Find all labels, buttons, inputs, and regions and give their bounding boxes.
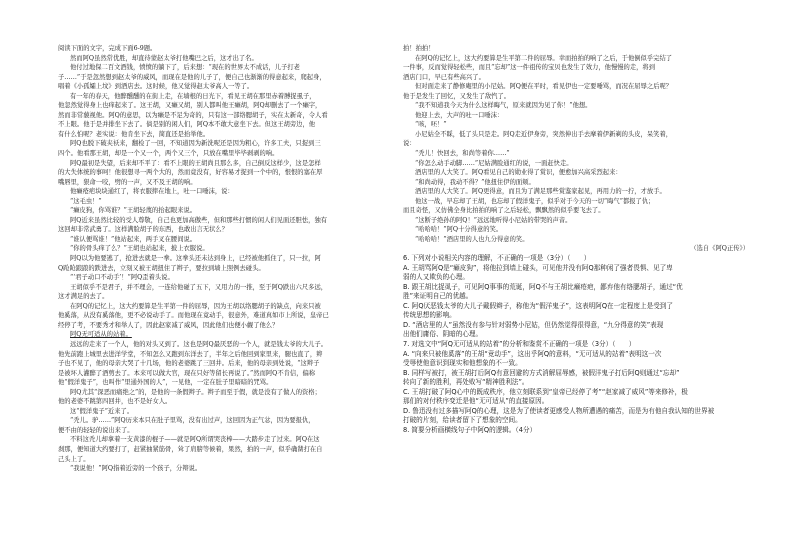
left-text-line: “秃儿。驴……”阿Q历来本只在肚子里骂，没有出过声，这回因为正气忿，因为要报仇， [70,417,315,425]
left-text-line: 有什么怕呢？老实说：他肯坐下去，简直还是抬举他。 [58,130,210,138]
left-text-line: 这才满足的去了。 [58,293,109,301]
right-text-line: 他迎上去，大声的吐一口唾沫： [415,111,504,119]
left-text-line: 不料这秃儿却拿着一支黄漆的棍子——就是阿Q所谓哭丧棒——大踏步走了过来。阿Q在这 [70,436,320,444]
left-text-line: 他“假洋鬼子”，也叫作“里通外国的人”，一见他，一定在肚子里暗暗的咒骂。 [58,379,273,387]
right-text-line: 说： [403,140,416,148]
left-text-line: “你的骨头痒了么？”王胡也站起来，披上衣服说。 [70,245,209,253]
left-text-line: “我说他！”阿Q指着近旁的一个孩子，分辩说。 [70,465,202,473]
right-text-line: 酒店里的人大笑了。阿Q看见自己的勋业得了赏识，便愈加兴高采烈起来： [415,169,622,177]
left-text-line: 四个。他看那王胡，却是一个又一个，两个又三个，只放在嘴里毕毕剥剥的响。 [58,150,279,158]
right-text-line: 弱的人又欺负的心理。 [403,273,469,282]
left-text-line: 王胡似乎不是君子，并不理会，一连给他碰了五下，又用力的一推，至于阿Q跌出六尺多远， [70,283,328,291]
left-text-line: 他忽然觉得身上也痒起来了。这王胡，又癞又胡，别人都叫他王癞胡，阿Q却删去了一个癞字， [58,102,322,110]
left-column [58,44,410,474]
right-text-line: 他这一战，早忘却了王胡，也忘却了假洋鬼子，似乎对于今天的一切“晦气”都报了仇； [415,197,655,205]
left-text-line: 经停了考，不要秀才和举人了，因此赵家减了威风，因此他们也便小觑了他么？ [58,321,279,329]
right-text-line: 出他们庸俗、阴暗的心理。 [403,330,483,339]
right-text-line: 打破的片刻，给读者留下了想象的空间。 [403,416,522,425]
left-text-line: 阿Q以为他要逃了，抢进去就是一拳。这拳头还未达到身上，已经被他抓住了，只一拉，阿 [70,255,321,263]
left-text-line: 这回却非常武勇了。这样满脸胡子的东西，也敢出言无状么？ [58,226,229,234]
right-text-line: “咳，呸！” [415,121,447,129]
right-text-line: D. 鲁迅没有过多描写阿Q的心理，这是为了使读者更感受人物所遭遇的痛苦，而是为有他自我认知的世界被 [403,406,715,415]
left-text-line: 唱着《小孤孀上坟》到酒店去。这时候，他又觉得赵太爷高人一等了。 [58,83,254,91]
left-text-line: 有一年的春天，他醉醺醺的在街上走，在墙根的日光下，看见王胡在那里赤着膊捉虱子， [70,92,316,100]
left-text-line: “‘君子动口不动手’！”阿Q歪着头说。 [70,274,174,282]
left-text-line: 己头上了。 [58,455,90,463]
left-text-line: 在阿Q的记忆上，这大约要算是生平第一件的屈辱，因为王胡以络腮胡子的缺点，向来只被 [70,302,321,310]
right-text-line: 7. 对选文中“阿Q无可适从的站着”的分析和鉴赏不正确的一项是（3分）（ ） [403,339,636,348]
left-text-line: 便不由的轻轻的说出来了。 [58,426,134,434]
right-text-line: 转向了新的胜利，再处败写“精神胜利法”。 [403,378,529,387]
right-text-line: C. 阿Q厌恶钱太爷的大儿子戴假辫子，称他为“假洋鬼子”，这表明阿Q在一定程度上是受到了 [403,301,673,310]
right-text-line: “这断子绝孙的阿Q！”远远地听得小尼姑的带哭的声音。 [415,216,572,224]
left-text-line: 然而非常藐视他。阿Q的意思，以为癞是不足为奇的，只有这一部络腮胡子，实在太新奇，令人看 [58,111,328,119]
right-text-line: A. “向来只被他奚落”的王胡“竟动手”，这出乎阿Q的意料，“无可适从的站着”表明这一次 [403,349,662,358]
right-text-line: 8. 简要分析画横线句子中阿Q的逻辑。（4分） [403,425,537,434]
left-text-line: 他奚落，从没有奚落他，更不必说动手了。而他现在竟动手，很意外，难道真如市上所说，皇帝已 [58,312,329,320]
left-text-line: 子……”于是忽然想到赵太爷的威风，而现在是他的儿子了，便自己也渐渐的得意起来，爬起身， [58,73,326,81]
right-text-line: 酒店里的人大笑了。阿Q更得意，而且为了满足那些赏鉴家起见，再用力的一拧，才放手。 [415,188,666,196]
right-text-line: “秃儿！快回去，和尚等着你……” [415,150,510,158]
left-text-line: 这“假洋鬼子”近来了。 [70,407,134,415]
right-text-line: 酒店门口，早已有些高兴了。 [403,73,485,81]
right-text-line: B. 同样写被打，被王胡打后阿Q有意回避的方式消解屈辱感，被假洋鬼子打后阿Q则通过“忘却” [403,368,680,377]
right-text-line: （选自《阿Q正传》） [690,245,749,253]
left-text-line: 刹那，便知道大约要打了，赶紧抽紧筋骨，耸了肩膀等候着，果然，拍的一声，似乎确凿打在自 [58,445,323,453]
right-text-line: 而且奇怪，又仿佛全身比拍拍的响了之后轻松，飘飘然的似乎要飞去了。 [403,207,605,215]
left-text-line: 他的老婆不跳第四回井，也不是好女人。 [58,398,172,406]
left-text-line: 阿Q最初是失望，后来却不平了：看不上眼的王胡尚且那么多，自己倒反这样少，这是怎样 [70,159,321,167]
left-text-line: 阅读下面的文字，完成下面6-9题。 [58,45,157,52]
left-text-line: “谁认便骂谁！”他站起来，两手叉在腰间说。 [70,235,197,243]
left-text-line: “这毛虫！” [70,197,102,205]
right-text-line: “你怎么动手动脚……”尼姑满脸通红的说，一面赶快走。 [415,159,573,167]
left-text-line: 子也不见了，他的母亲大哭了十几场，他的老婆跳了三回井。后来，他的母亲到处说，“这辫子 [58,360,320,368]
right-text-line: 但对面走来了静修庵里的小尼姑。阿Q便在平时，看见伊也一定要唾骂，而况在屈辱之后呢？ [415,83,673,91]
right-column [403,44,755,435]
left-text-line: 嘴唇里，狠命一咬，劈的一声，又不及王胡的响。 [58,178,197,186]
left-text-line: 阿Q近来虽然比较的受人尊敬，自己也更加高傲些，但和那些打惯的闲人们见面还胆怯，独有 [70,216,328,224]
right-text-line: 6. 下列对小说相关内容的理解，不正确的一项是（3分）（ ） [403,254,591,263]
left-text-line: 他癞疮疤块块通红了，将衣服摔在地上，吐一口唾沫，说： [70,188,234,196]
left-text-line: 的大失体统的事呵！他很想寻一两个大的，然而竟没有，好容易才捉到一个中的，恨恨的塞在厚 [58,169,323,177]
right-text-line: C. 王胡打破了阿Q心中的既成秩序，他立刻联系到“皇帝已经停了考”“赵家减了威风”等来修补，极 [403,387,688,396]
left-text-line: “癞皮狗，你骂谁？”王胡轻蔑的抬起眼来说。 [70,207,197,215]
right-text-line: 拍！拍拍！ [403,45,435,52]
right-text-line: 小尼姑全不睬，低了头只是走。阿Q走近伊身旁，突然伸出手去摩着伊新剃的头皮，呆笑着， [415,130,673,138]
left-text-line: 是被坏人灌醉了酒剪去了。本来可以做大官，现在只好等留长再说了。”然而阿Q不肯信，偏称 [58,369,316,377]
right-text-line: 在阿Q的记忆上，这大约要算是生平第二件的屈辱。幸而拍拍的响了之后，于他倒似乎完结了 [415,54,673,62]
left-text-line: 然而阿Q虽然常优胜，却直待蒙赵太爷打他嘴巴之后，这才出了名。 [70,54,258,62]
right-text-line: A. 王胡骂阿Q是“癞皮狗”，将他拉到墙上碰头，可见他并没有阿Q那种闲了强者畏惧、见了卑 [403,263,673,272]
right-text-line: “哈哈哈！”阿Q十分得意的笑。 [415,226,503,234]
right-text-line: “哈哈哈！”酒店里的人也九分得意的笑。 [415,235,529,243]
right-text-line: 他于是发生了回忆，又发生了敌忾了。 [403,92,511,100]
left-text-line: 他先前跑上城里去进洋学堂，不知怎么又跑到东洋去了，半年之后他回到家里来，腿也直了，辫 [58,350,323,358]
left-text-line: 不上眼。他于是并排坐下去了。倘是别的闲人们，阿Q本不敢大意坐下去。但这王胡旁边，他 [58,121,316,129]
left-text-line: 他付过地保二百文酒钱，愤愤的躺下了，后来想：“现在的世界太不成话，儿子打老 [70,64,300,72]
right-text-line: D. “酒店里的人”虽然没有参与针对弱势小尼姑，但仍然觉得很得意，“九分得意的笑”表现 [403,320,664,329]
right-text-line: “和尚动得，我动不得？”他扭住伊的面颊。 [415,178,535,186]
right-text-line: 那们的对付秩序变迁是他“无可适从”的直接原因。 [403,397,549,406]
left-text-line: 阿Q也脱下破夹袄来，翻检了一回，不知道因为新洗呢还是因为粗心，许多工夫，只捉到三 [70,140,321,148]
left-text-line: 阿Q尤其“深恶而痛绝之”的，是他的一条假辫子。辫子而至于假，就是没有了做人的资格； [70,388,321,396]
right-text-line: 受辱使他意识到现实和他想象的不一致。 [403,359,522,368]
left-text-line: 远远的走来了一个人，他的对头又到了。这也是阿Q最厌恶的一个人，就是钱太爷的大儿子。 [70,340,328,348]
right-text-line: B. 跟王胡比捉虱子，可见阿Q事事的荒诞，阿Q不与王胡比癞疮疤，鄙弃他有络腮胡子，通过“优 [403,282,683,291]
right-text-line: 胜”来证明自己的优越。 [403,292,473,301]
right-text-line: 传统思想的影响。 [403,311,456,320]
left-text-line: 阿Q无可适从的站着。 [70,331,132,339]
left-text-line: Q跄跄踉踉的跌进去，立刻又被王胡扭住了辫子，要拉到墙上照例去碰头。 [58,264,265,272]
right-text-line: “我不知道我今天为什么这样晦气，原来就因为见了你！”他想。 [415,102,592,110]
right-text-line: 一件事，反而觉得轻松些，而且“忘却”这一件祖传的宝贝也发生了效力，他慢慢的走，将到 [403,64,656,72]
